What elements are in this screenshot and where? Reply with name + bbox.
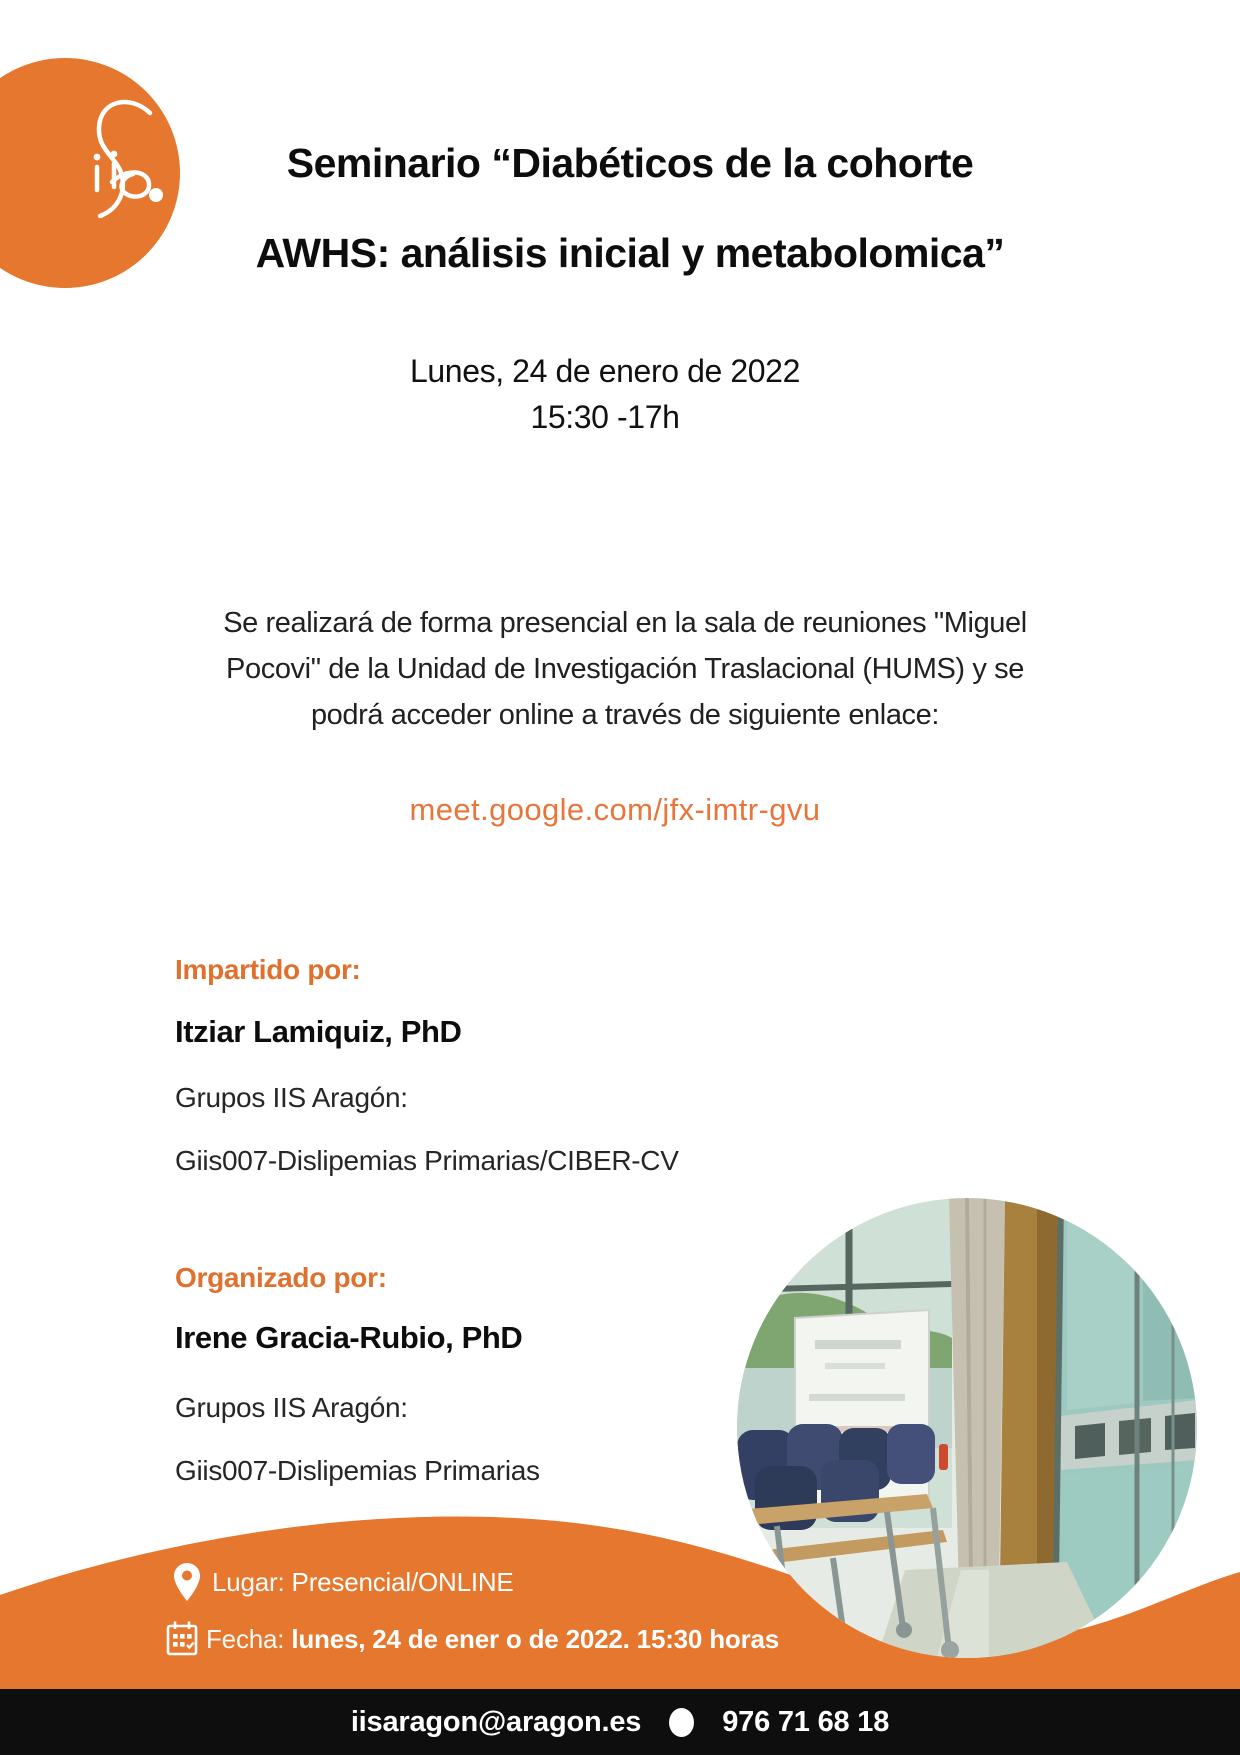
title-line-2: AWHS: análisis inicial y metabolomica” <box>255 230 1005 276</box>
lugar-value: Presencial/ONLINE <box>284 1567 514 1597</box>
organizado-heading: Organizado por: <box>175 1262 387 1293</box>
organizer-name: Irene Gracia-Rubio, PhD <box>175 1320 523 1355</box>
impartido-heading: Impartido por: <box>175 954 361 985</box>
seminar-time: 15:30 -17h <box>530 399 680 435</box>
location-pin-icon <box>173 1562 201 1602</box>
page-title <box>60 118 1200 298</box>
footer-bar <box>0 1689 1240 1755</box>
organizer-groups-label: Grupos IIS Aragón: <box>175 1392 408 1423</box>
fecha-value: lunes, 24 de ener o de 2022. 15:30 horas <box>291 1624 780 1654</box>
intro-line: Pocovi" de la Unidad de Investigación Traslacional (HUMS) y se <box>226 653 1024 685</box>
seminar-datetime <box>0 348 1210 440</box>
intro-line: Se realizará de forma presencial en la sala de reuniones "Miguel <box>223 607 1027 639</box>
meeting-room-illustration <box>737 1198 1197 1658</box>
footer-email: iisaragon@aragon.es <box>350 1705 642 1738</box>
lugar-label: Lugar: <box>212 1567 285 1597</box>
footer-phone: 976 71 68 18 <box>722 1705 890 1738</box>
title-line-1: Seminario “Diabéticos de la cohorte <box>286 140 974 186</box>
speaker-group: Giis007-Dislipemias Primarias/CIBER-CV <box>175 1145 679 1176</box>
speaker-name: Itziar Lamiquiz, PhD <box>175 1014 462 1049</box>
dot-separator-icon <box>669 1708 694 1737</box>
intro-paragraph <box>120 600 1130 738</box>
meeting-room-photo <box>737 1198 1197 1658</box>
fecha-label: Fecha: <box>206 1624 292 1654</box>
lugar-line <box>212 1567 514 1598</box>
seminar-date: Lunes, 24 de enero de 2022 <box>410 353 800 389</box>
calendar-icon <box>166 1620 198 1656</box>
meet-link[interactable]: meet.google.com/jfx-imtr-gvu <box>409 792 821 827</box>
intro-line: podrá acceder online a través de siguiente enlace: <box>310 699 940 731</box>
organizer-group: Giis007-Dislipemias Primarias <box>175 1455 540 1486</box>
speaker-groups-label: Grupos IIS Aragón: <box>175 1082 408 1113</box>
fecha-line <box>206 1624 779 1655</box>
